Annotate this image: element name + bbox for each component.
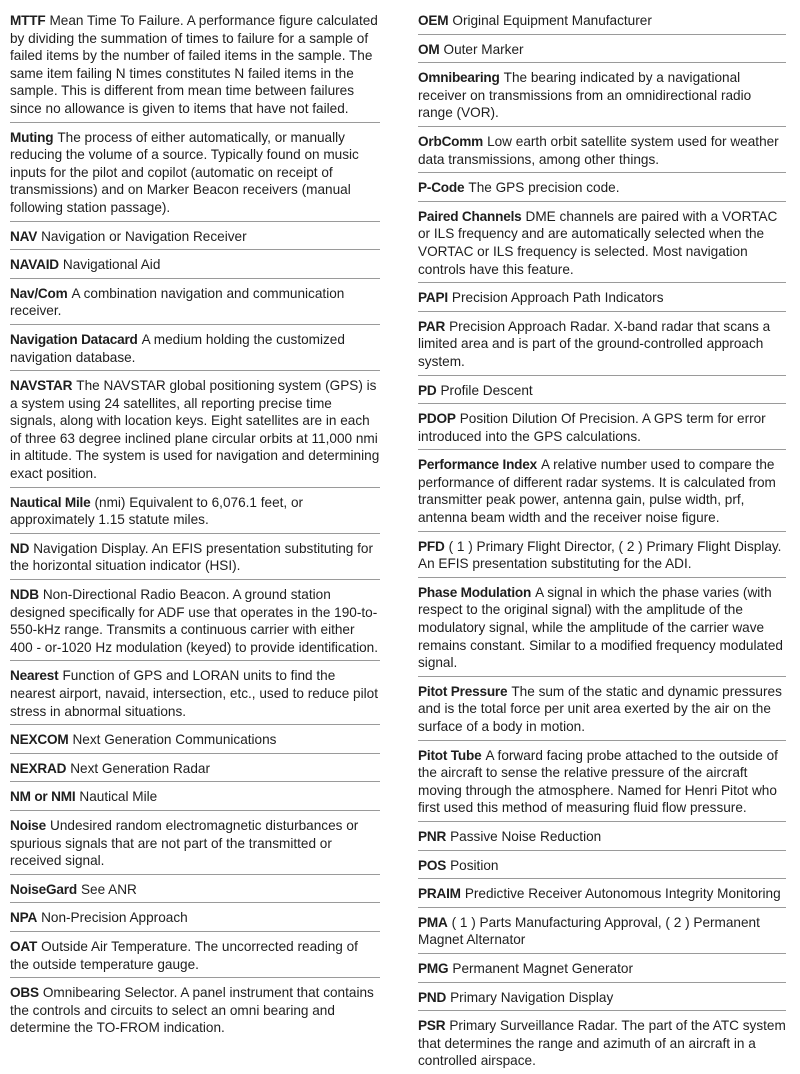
glossary-entry: [418, 408, 786, 450]
glossary-definition: Mean Time To Failure. A performance figure calculated by dividing the summation of times to failure for a sample of failed items by the number of failed items in the sample. The same item failing N times constitutes N failed items in the sample. This is different from mean time between failures since no allowance is given to items that have not failed.: [10, 13, 378, 116]
glossary-entry: [10, 254, 380, 279]
glossary-entry: [418, 10, 786, 35]
glossary-term: PMA: [418, 914, 448, 930]
glossary-definition: Predictive Receiver Autonomous Integrity Monitoring: [464, 886, 781, 902]
glossary-term: ND: [10, 540, 30, 556]
glossary-term: PFD: [418, 538, 445, 554]
glossary-entry: [418, 855, 786, 880]
glossary-definition: Position: [450, 857, 499, 873]
glossary-term: OM: [418, 41, 440, 57]
glossary-entry: [10, 127, 380, 222]
glossary-term: Nav/Com: [10, 285, 68, 301]
glossary-definition: DME channels are paired with a VORTAC or ILS frequency and are automatically selected when the VORTAC or ILS frequency is selected. Most navigation controls have this feature.: [418, 208, 778, 277]
glossary-entry: [418, 67, 786, 127]
glossary-definition: Original Equipment Manufacturer: [452, 13, 652, 28]
glossary-term: POS: [418, 857, 447, 873]
glossary-term: Muting: [10, 129, 54, 145]
glossary-entry: [10, 329, 380, 371]
glossary-definition: Non-Precision Approach: [41, 910, 188, 926]
glossary-term: P-Code: [418, 180, 465, 196]
glossary-entry: [418, 912, 786, 954]
glossary-definition: Navigational Aid: [62, 257, 161, 273]
glossary-entry: [10, 786, 380, 811]
glossary-entry: [10, 879, 380, 904]
glossary-definition: Next Generation Radar: [70, 760, 210, 776]
glossary-entry: [418, 883, 786, 908]
glossary-definition: Next Generation Communications: [72, 732, 277, 748]
glossary-term: NEXCOM: [10, 732, 69, 748]
glossary-definition: The GPS precision code.: [468, 180, 620, 196]
glossary-entry: [10, 665, 380, 725]
glossary-entry: [10, 584, 380, 661]
glossary-entry: [10, 729, 380, 754]
glossary-entry: [10, 936, 380, 978]
glossary-entry: [418, 681, 786, 741]
glossary-entry: [10, 982, 380, 1041]
glossary-term: NPA: [10, 910, 38, 926]
glossary-entry: [10, 283, 380, 325]
glossary-definition: A combination navigation and communication receiver.: [10, 285, 345, 319]
glossary-entry: [418, 380, 786, 405]
glossary-term: OEM: [418, 13, 449, 28]
glossary-entry: [418, 1015, 786, 1074]
glossary-definition: See ANR: [80, 881, 137, 897]
glossary-entry: [418, 826, 786, 851]
glossary-term: MTTF: [10, 13, 46, 28]
glossary-definition: Profile Descent: [440, 382, 533, 398]
glossary-term: Paired Channels: [418, 208, 522, 224]
glossary-term: Performance Index: [418, 457, 537, 473]
glossary-definition: Navigation or Navigation Receiver: [41, 228, 247, 244]
glossary-term: Pitot Pressure: [418, 683, 508, 699]
glossary-definition: Undesired random electromagnetic disturbances or spurious signals that are not part of the transmitted or received signal.: [10, 817, 359, 869]
glossary-definition: A relative number used to compare the performance of different radar systems. It is calculated from transmitter peak power, antenna gain, pulse width, prf, antenna beam width and the receiver noise figure.: [418, 457, 776, 526]
glossary-term: Phase Modulation: [418, 584, 532, 600]
glossary-entry: [418, 454, 786, 531]
glossary-term: NAVSTAR: [10, 378, 73, 394]
glossary-entry: [418, 287, 786, 312]
glossary-definition: Primary Surveillance Radar. The part of the ATC system that determines the range and azimuth of an aircraft in a controlled airspace.: [418, 1018, 786, 1069]
glossary-term: OAT: [10, 938, 38, 954]
glossary-entry: [418, 536, 786, 578]
glossary-definition: Non-Directional Radio Beacon. A ground station designed specifically for ADF use that operates in the 190-to-550-kHz range. Transmits a continuous carrier with either 400 - or-1020 Hz modulation (keyed) to provide identification.: [10, 587, 378, 655]
glossary-entry: [10, 226, 380, 251]
glossary-entry: [418, 987, 786, 1012]
glossary-definition: Precision Approach Path Indicators: [451, 290, 664, 306]
glossary-term: Nautical Mile: [10, 494, 91, 510]
glossary-definition: Passive Noise Reduction: [450, 828, 602, 844]
glossary-term: PND: [418, 989, 447, 1005]
glossary-term: Pitot Tube: [418, 747, 482, 763]
glossary-definition: A forward facing probe attached to the outside of the aircraft to sense the relative pressure of the aircraft moving through the atmosphere. Named for Henri Pitot who first used this method of measuring fluid flow pressure.: [418, 747, 778, 816]
glossary-definition: Permanent Magnet Generator: [452, 960, 633, 976]
glossary-left-column: [10, 10, 380, 1066]
glossary-entry: [418, 39, 786, 64]
glossary-definition: Outside Air Temperature. The uncorrected reading of the outside temperature gauge.: [10, 938, 358, 972]
glossary-entry: [418, 745, 786, 822]
glossary-term: Noise: [10, 817, 47, 833]
glossary-entry: [10, 492, 380, 534]
glossary-definition: Nautical Mile: [79, 789, 158, 805]
glossary-term: NoiseGard: [10, 881, 77, 897]
glossary-definition: The process of either automatically, or manually reducing the volume of a source. Typically found on music inputs for the pilot and copilot (automatic on receipt of transmissions) and on Marker Beacon receivers (manual following station passage).: [10, 129, 359, 215]
glossary-entry: [10, 375, 380, 488]
glossary-right-column: [418, 10, 786, 1069]
glossary-definition: Primary Navigation Display: [450, 989, 614, 1005]
glossary-term: Omnibearing: [418, 70, 500, 86]
glossary-entry: [418, 316, 786, 376]
glossary-entry: [418, 206, 786, 283]
glossary-definition: Outer Marker: [443, 41, 524, 57]
glossary-entry: [418, 131, 786, 173]
glossary-entry: [10, 907, 380, 932]
glossary-term: PAPI: [418, 290, 448, 306]
glossary-term: PSR: [418, 1018, 446, 1034]
glossary-term: NDB: [10, 587, 39, 603]
glossary-definition: Function of GPS and LORAN units to find the nearest airport, navaid, intersection, etc., used to reduce pilot stress in abnormal situations.: [10, 668, 378, 719]
glossary-definition: Position Dilution Of Precision. A GPS term for error introduced into the GPS calculations.: [418, 411, 766, 444]
glossary-term: PMG: [418, 960, 449, 976]
glossary-definition: A medium holding the customized navigation database.: [10, 331, 345, 365]
glossary-entry: [418, 177, 786, 202]
glossary-entry: [418, 582, 786, 677]
glossary-definition: Navigation Display. An EFIS presentation substituting for the horizontal situation indicator (HSI).: [10, 540, 374, 574]
glossary-entry: [418, 958, 786, 983]
glossary-term: Navigation Datacard: [10, 331, 138, 347]
glossary-term: PD: [418, 382, 437, 398]
glossary-entry: [10, 815, 380, 875]
glossary-definition: A signal in which the phase varies (with respect to the original signal) with the amplitude of the modulatory signal, while the amplitude of the carrier wave remains constant. Similar to a modified frequency modulated signal.: [418, 584, 783, 671]
glossary-term: NEXRAD: [10, 760, 67, 776]
glossary-definition: Low earth orbit satellite system used for weather data transmissions, among other things.: [418, 133, 779, 167]
glossary-term: OrbComm: [418, 133, 484, 149]
glossary-definition: Omnibearing Selector. A panel instrument that contains the controls and circuits to select an omni bearing and determine the TO-FROM indication.: [10, 985, 374, 1036]
glossary-term: PNR: [418, 828, 447, 844]
glossary-definition: ( 1 ) Primary Flight Director, ( 2 ) Primary Flight Display. An EFIS presentation substituting for the ADI.: [418, 538, 782, 572]
glossary-term: Nearest: [10, 668, 59, 684]
glossary-definition: ( 1 ) Parts Manufacturing Approval, ( 2 ) Permanent Magnet Alternator: [418, 914, 760, 948]
glossary-entry: [10, 10, 380, 123]
glossary-entry: [10, 758, 380, 783]
glossary-term: PDOP: [418, 411, 456, 427]
glossary-term: NM or NMI: [10, 789, 76, 805]
glossary-definition: (nmi) Equivalent to 6,076.1 feet, or approximately 1.15 statute miles.: [10, 494, 304, 528]
glossary-term: OBS: [10, 985, 39, 1001]
glossary-term: PRAIM: [418, 886, 461, 902]
glossary-definition: Precision Approach Radar. X-band radar that scans a limited area and is part of the ground-controlled approach system.: [418, 318, 771, 369]
glossary-definition: The bearing indicated by a navigational receiver on transmissions from an omnidirectional radio range (VOR).: [418, 70, 752, 121]
glossary-definition: The sum of the static and dynamic pressures and is the total force per unit area exerted by the air on the surface of a body in motion.: [418, 683, 782, 734]
glossary-term: NAV: [10, 228, 38, 244]
glossary-definition: The NAVSTAR global positioning system (GPS) is a system using 24 satellites, all reporting precise time signals, along with location keys. Eight satellites are in each of three 63 degree inclined plane circular orbits at 11,000 nmi in altitude. The system is used for navigation and determining exact position.: [10, 378, 380, 482]
glossary-entry: [10, 538, 380, 580]
glossary-term: NAVAID: [10, 257, 59, 273]
glossary-term: PAR: [418, 318, 446, 334]
